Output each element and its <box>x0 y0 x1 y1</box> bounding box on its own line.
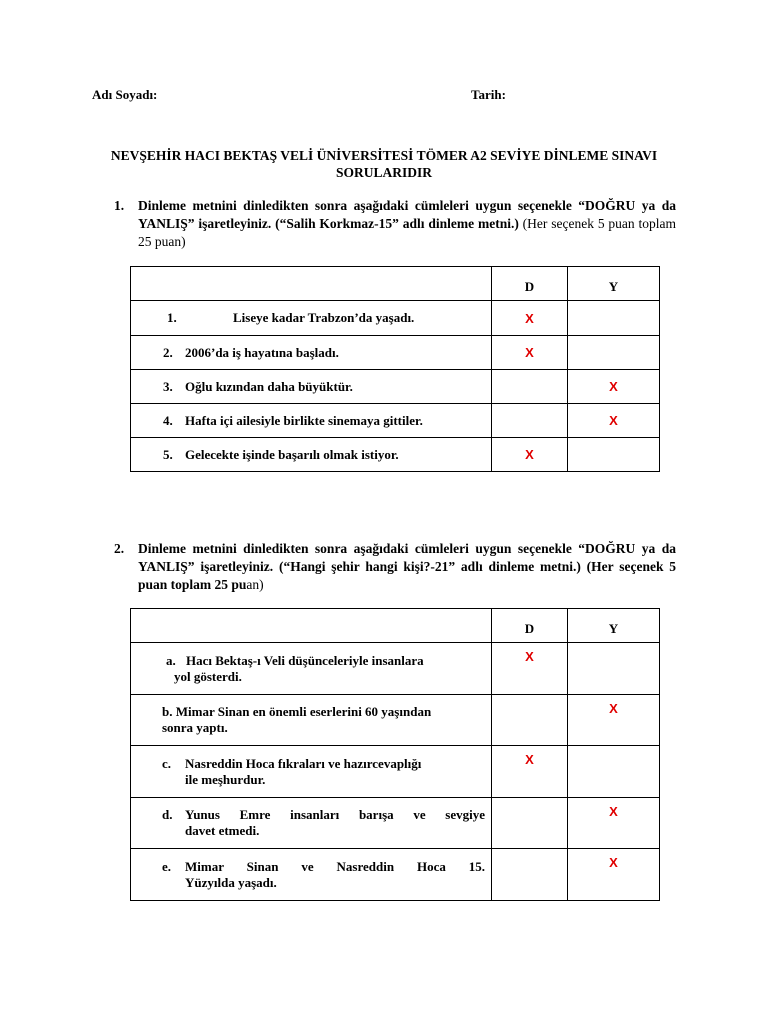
statement-cell <box>131 301 492 336</box>
question-1-instruction: Dinleme metnini dinledikten sonra aşağıdaki cümleleri uygun seçenekle “DOĞRU ya da YANLIŞ” işaretleyiniz. (“Salih Korkmaz-15” adlı dinleme metni.) <box>138 198 676 231</box>
statement-cell <box>131 798 492 849</box>
exam-title-line2: SORULARIDIR <box>335 165 433 180</box>
statement-line1: Mimar Sinan ve Nasreddin Hoca 15. <box>185 858 485 874</box>
mark-d: X <box>492 643 568 695</box>
mark-y <box>568 746 660 798</box>
mark-y: X <box>568 370 660 404</box>
column-d-header: D <box>492 609 568 643</box>
statement-letter: c. <box>162 755 172 771</box>
statement-letter: d. <box>162 807 173 822</box>
table-header-row <box>131 609 660 643</box>
table-row <box>131 438 660 472</box>
statement-text: Hafta içi ailesiyle birlikte sinemaya gittiler. <box>185 412 423 428</box>
statement-line1: Nasreddin Hoca fıkraları ve hazırcevaplığı <box>185 755 422 771</box>
table-row <box>131 798 660 849</box>
mark-d <box>492 695 568 746</box>
statement-line1: Hacı Bektaş-ı Veli düşünceleriyle insanlara <box>186 652 424 668</box>
table-row <box>131 643 660 695</box>
statement-cell <box>131 438 492 472</box>
statement-number: 3. <box>163 378 173 394</box>
table-header-blank <box>131 267 492 301</box>
statement-cell <box>131 849 492 901</box>
statement-cell <box>131 370 492 404</box>
statement-cell <box>131 643 492 695</box>
table-row <box>131 336 660 370</box>
statement-line2: davet etmedi. <box>185 823 260 838</box>
statement-line1: Mimar Sinan en önemli eserlerini 60 yaşından <box>175 704 432 719</box>
question-2-table <box>130 608 660 901</box>
mark-y: X <box>568 404 660 438</box>
statement-line2: Yüzyılda yaşadı. <box>185 874 277 890</box>
statement-line2: sonra yaptı. <box>162 720 228 735</box>
statement-text: 2006’da iş hayatına başladı. <box>185 344 339 360</box>
question-1-text <box>138 197 676 251</box>
mark-y: X <box>568 695 660 746</box>
table-row <box>131 695 660 746</box>
question-2-points-tail: an) <box>246 577 264 592</box>
table-row <box>131 404 660 438</box>
mark-d <box>492 370 568 404</box>
statement-text: Oğlu kızından daha büyüktür. <box>185 378 353 394</box>
statement-cell <box>131 746 492 798</box>
exam-title-line1: NEVŞEHİR HACI BEKTAŞ VELİ ÜNİVERSİTESİ TÖMER A2 SEVİYE DİNLEME SINAVI <box>110 148 658 163</box>
mark-d: X <box>492 438 568 472</box>
statement-text: Gelecekte işinde başarılı olmak istiyor. <box>185 446 399 462</box>
column-d-header: D <box>492 267 568 301</box>
statement-cell <box>131 695 492 746</box>
question-2-number: 2. <box>114 541 125 556</box>
statement-letter: a. <box>166 652 176 668</box>
statement-line2: yol gösterdi. <box>174 668 242 684</box>
exam-title <box>90 147 678 181</box>
mark-y <box>568 301 660 336</box>
statement-number: 2. <box>163 344 173 360</box>
table-row <box>131 370 660 404</box>
statement-number: 5. <box>163 446 173 462</box>
mark-d <box>492 798 568 849</box>
question-1-points: (Her seçenek 5 puan toplam 25 puan) <box>138 216 676 249</box>
table-row <box>131 849 660 901</box>
question-1-table <box>130 266 660 472</box>
statement-cell <box>131 336 492 370</box>
question-2-instruction: Dinleme metnini dinledikten sonra aşağıdaki cümleleri uygun seçenekle “DOĞRU ya da YANLIŞ” işaretleyiniz. (“Hangi şehir hangi kişi?-21” adlı dinleme metni.) (Her seçenek 5 puan toplam 25 pu <box>138 541 676 592</box>
mark-y <box>568 438 660 472</box>
question-1-number: 1. <box>114 198 125 213</box>
mark-y <box>568 336 660 370</box>
mark-d <box>492 849 568 901</box>
mark-d: X <box>492 301 568 336</box>
name-label: Adı Soyadı: <box>92 87 158 102</box>
statement-text: Liseye kadar Trabzon’da yaşadı. <box>233 310 415 325</box>
column-y-header: Y <box>568 609 660 643</box>
statement-cell <box>131 404 492 438</box>
table-row <box>131 301 660 336</box>
statement-line1: Yunus Emre insanları barışa ve sevgiye <box>185 807 485 822</box>
statement-letter: b. <box>162 704 173 719</box>
question-2-text <box>138 540 676 594</box>
date-label: Tarih: <box>471 87 506 102</box>
mark-y: X <box>568 798 660 849</box>
mark-d <box>492 404 568 438</box>
column-y-header: Y <box>568 267 660 301</box>
mark-d: X <box>492 746 568 798</box>
table-header-row <box>131 267 660 301</box>
table-header-blank <box>131 609 492 643</box>
statement-line2: ile meşhurdur. <box>185 771 266 787</box>
mark-y <box>568 643 660 695</box>
mark-y: X <box>568 849 660 901</box>
table-row <box>131 746 660 798</box>
statement-number: 1. <box>167 310 177 325</box>
statement-number: 4. <box>163 412 173 428</box>
mark-d: X <box>492 336 568 370</box>
statement-letter: e. <box>162 858 172 874</box>
